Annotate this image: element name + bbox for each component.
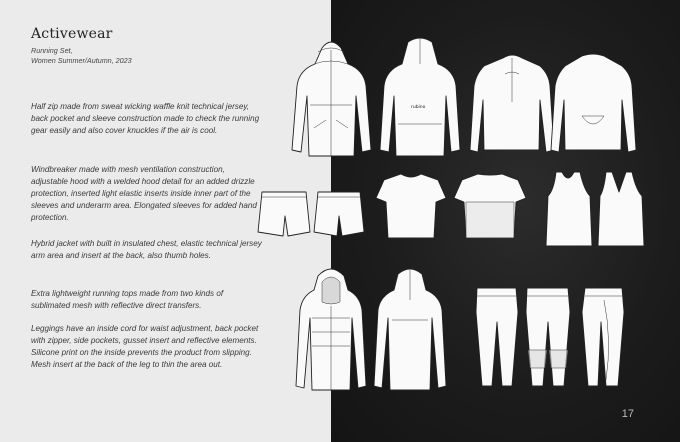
hybrid-jacket-front-illustration (296, 269, 366, 390)
tank-top-front-illustration (546, 172, 592, 246)
shorts-back-illustration (314, 192, 364, 236)
leggings-back-illustration (526, 288, 570, 386)
paragraph-half-zip: Half zip made from sweat wicking waffle knit technical jersey, back pocket and sleeve construction made to check the running gear easily and also cover knuckles if the air is cool. (31, 102, 260, 136)
page-number: 17 (621, 408, 634, 420)
paragraph-windbreaker: Windbreaker made with mesh ventilation construction, adjustable hood with a welded hood detail for an added drizzle protection, inserted light elastic inserts inside inner part of the sleeves and underarm area. Elongated sleeves for added hand protection. (31, 165, 257, 223)
half-zip-front-illustration (470, 55, 554, 152)
leggings-front-illustration (476, 288, 518, 386)
windbreaker-back-illustration (380, 38, 460, 156)
tank-top-back-illustration (598, 172, 644, 246)
windbreaker-front-illustration (292, 42, 371, 156)
running-top-front-illustration (376, 174, 446, 238)
running-top-back-illustration (454, 174, 526, 238)
page-title: Activewear (31, 26, 113, 42)
subtitle-line: Women Summer/Autumn, 2023 (31, 55, 132, 65)
paragraph-hybrid-jacket: Hybrid jacket with built in insulated chest, elastic technical jersey arm area and insert at the back, also thumb holes. (31, 239, 262, 261)
paragraph-leggings: Leggings have an inside cord for waist adjustment, back pocket with zipper, side pockets, gusset insert and reflective elements. Silicone print on the inside prevents the product from slipping. Mesh insert at the back of the leg to thin the area out. (31, 324, 259, 370)
logo-text: rubino (411, 105, 426, 110)
subtitle-line: Running Set, (31, 46, 73, 55)
shorts-front-illustration (258, 192, 310, 236)
leggings-side-illustration (582, 288, 624, 386)
hybrid-jacket-back-illustration (374, 269, 446, 390)
paragraph-running-tops: Extra lightweight running tops made from two kinds of sublimated mesh with reflective direct transfers. (31, 289, 224, 311)
half-zip-back-illustration (551, 54, 636, 152)
